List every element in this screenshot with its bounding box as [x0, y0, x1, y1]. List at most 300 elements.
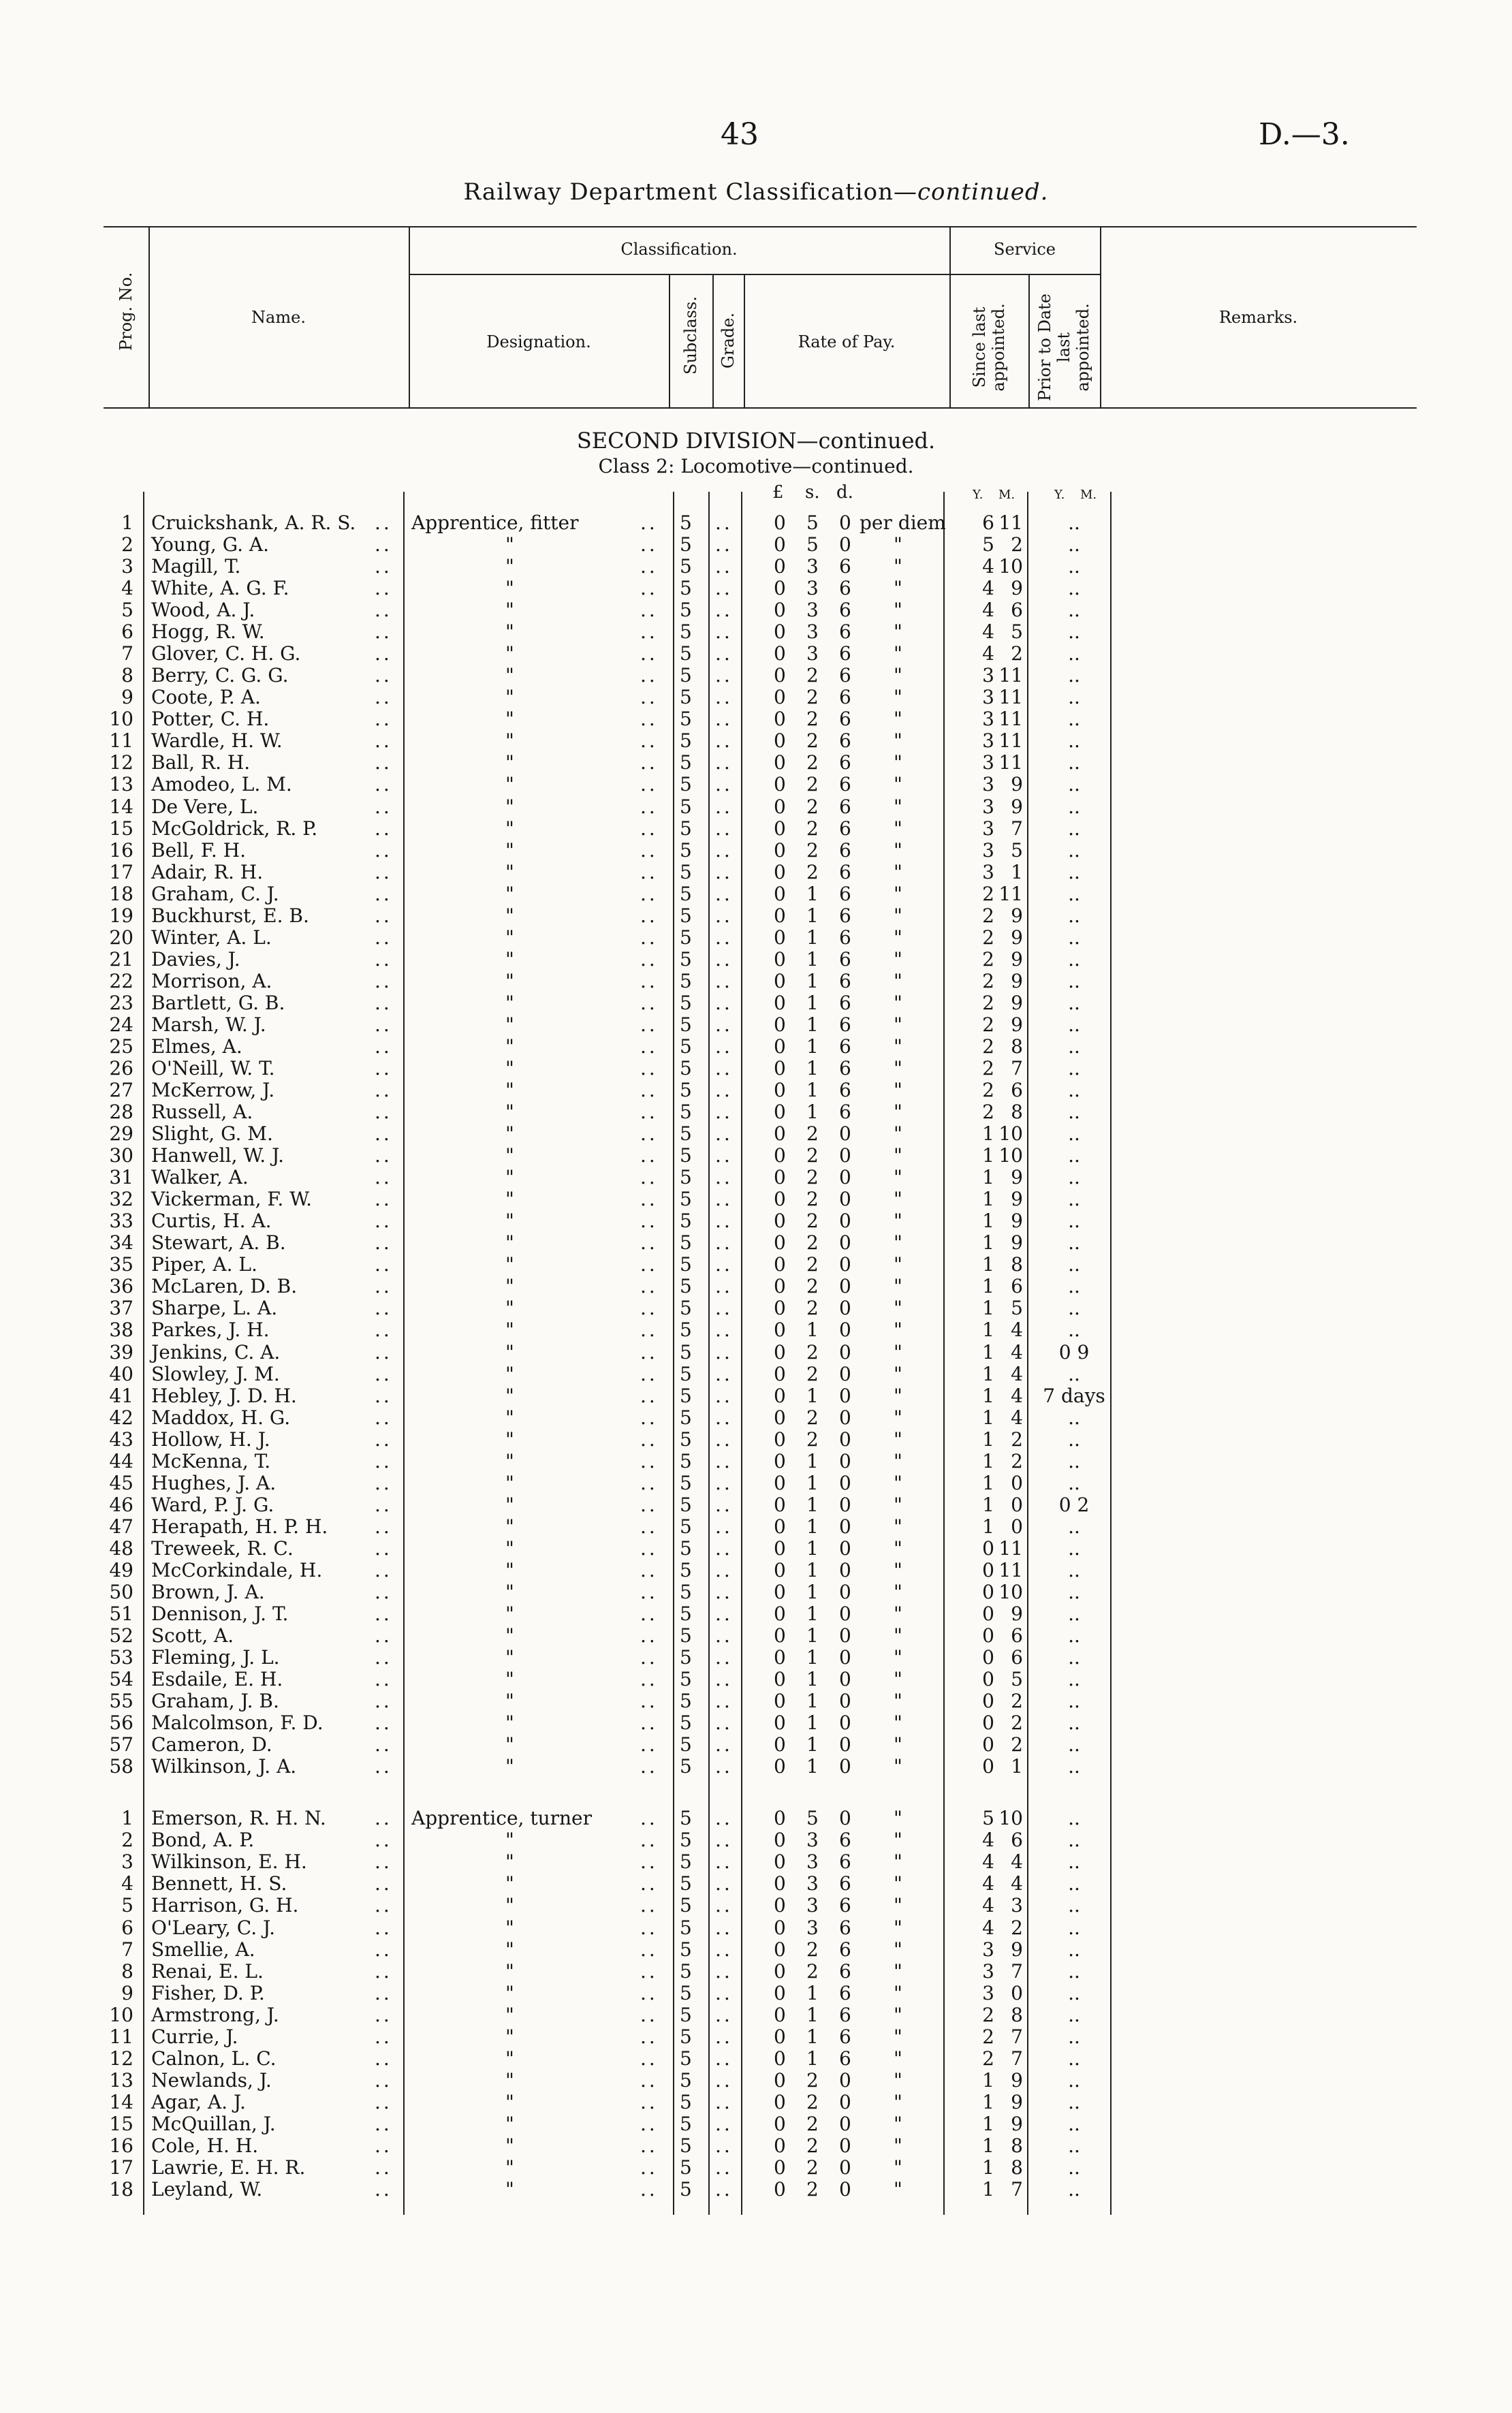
- prior-service-cell: ..: [1068, 1101, 1080, 1124]
- designation-cell: ": [505, 1362, 514, 1385]
- leader-dots: ..: [640, 1319, 658, 1342]
- pay-pence-cell: 6: [839, 1959, 851, 1983]
- leader-dots: ..: [715, 751, 733, 774]
- name-cell: Hogg, R. W.: [151, 620, 265, 644]
- since-months-cell: 11: [998, 511, 1023, 534]
- subclass-cell: 5: [680, 1013, 692, 1036]
- table-row: [0, 2004, 1512, 2026]
- leader-dots: ..: [375, 1122, 392, 1146]
- prior-service-cell: ..: [1068, 1603, 1080, 1625]
- leader-dots: ..: [375, 2090, 392, 2113]
- table-row: [0, 1734, 1512, 1756]
- pay-unit-cell: ": [894, 1981, 902, 2004]
- pay-shillings-cell: 2: [806, 2134, 819, 2157]
- pay-pence-cell: 0: [839, 2090, 851, 2113]
- since-months-cell: 4: [1011, 1850, 1023, 1874]
- since-months-cell: 9: [1011, 2068, 1023, 2092]
- prior-service-cell: 0 2: [1058, 1493, 1090, 1516]
- designation-cell: ": [505, 708, 514, 731]
- since-months-cell: 11: [998, 708, 1023, 731]
- pay-unit-cell: ": [894, 1449, 902, 1472]
- prior-service-cell: ..: [1068, 2090, 1080, 2113]
- designation-cell: ": [505, 1829, 514, 1852]
- pay-shillings-cell: 1: [806, 1733, 819, 1756]
- leader-dots: ..: [640, 1872, 658, 1895]
- pay-unit-cell: ": [894, 1340, 902, 1363]
- name-cell: Lawrie, E. H. R.: [151, 2156, 306, 2179]
- since-years-cell: 1: [982, 1297, 994, 1320]
- pay-pounds-cell: 0: [774, 795, 786, 818]
- leader-dots: ..: [715, 577, 733, 600]
- leader-dots: ..: [640, 969, 658, 992]
- leader-dots: ..: [640, 2112, 658, 2135]
- pay-unit-cell: ": [894, 1872, 902, 1895]
- leader-dots: ..: [640, 1013, 658, 1036]
- since-months-cell: 9: [1011, 773, 1023, 796]
- leader-dots: ..: [375, 1603, 392, 1625]
- table-row: [0, 1014, 1512, 1036]
- since-months-cell: 6: [1011, 1079, 1023, 1102]
- pay-shillings-cell: 3: [806, 1829, 819, 1852]
- designation-cell: ": [505, 1938, 514, 1961]
- leader-dots: ..: [375, 686, 392, 709]
- since-months-cell: 7: [1011, 2047, 1023, 2070]
- leader-dots: ..: [375, 511, 392, 534]
- leader-dots: ..: [715, 511, 733, 534]
- leader-dots: ..: [715, 1690, 733, 1713]
- leader-dots: ..: [640, 1428, 658, 1451]
- name-cell: O'Leary, C. J.: [151, 1916, 275, 1939]
- leader-dots: ..: [375, 1558, 392, 1581]
- pay-unit-cell: ": [894, 1035, 902, 1058]
- pay-pounds-cell: 0: [774, 2178, 786, 2201]
- pay-pounds-cell: 0: [774, 1515, 786, 1538]
- leader-dots: ..: [715, 1210, 733, 1233]
- prior-service-cell: ..: [1068, 664, 1080, 687]
- prog-no-cell: 55: [109, 1690, 133, 1713]
- table-row: [0, 1560, 1512, 1581]
- designation-cell: ": [505, 533, 514, 556]
- pay-unit-cell: ": [894, 620, 902, 644]
- name-cell: Hughes, J. A.: [151, 1471, 277, 1494]
- since-months-cell: 6: [1011, 1275, 1023, 1298]
- leader-dots: ..: [375, 926, 392, 949]
- pay-unit-cell: ": [894, 969, 902, 992]
- pay-pounds-cell: 0: [774, 773, 786, 796]
- since-years-cell: 2: [982, 969, 994, 992]
- since-months-cell: 7: [1011, 1959, 1023, 1983]
- since-months-cell: 2: [1011, 1733, 1023, 1756]
- subclass-cell: 5: [680, 1981, 692, 2004]
- since-months-cell: 9: [1011, 795, 1023, 818]
- designation-cell: ": [505, 1580, 514, 1603]
- name-cell: Wilkinson, J. A.: [151, 1755, 297, 1778]
- subclass-cell: 5: [680, 511, 692, 534]
- pay-pounds-cell: 0: [774, 1558, 786, 1581]
- since-years-cell: 1: [982, 1188, 994, 1211]
- pay-pence-cell: 0: [839, 2178, 851, 2201]
- subclass-cell: 5: [680, 1938, 692, 1961]
- designation-cell: ": [505, 620, 514, 644]
- table-row: [0, 534, 1512, 556]
- since-months-cell: 0: [1011, 1981, 1023, 2004]
- pay-unit-cell: ": [894, 1916, 902, 1939]
- header-since-last: Since last appointed.: [970, 303, 1008, 392]
- since-months-cell: 2: [1011, 1916, 1023, 1939]
- leader-dots: ..: [715, 1428, 733, 1451]
- leader-dots: ..: [640, 1807, 658, 1830]
- since-months-cell: 5: [1011, 838, 1023, 862]
- pay-unit-cell: ": [894, 817, 902, 840]
- since-months-cell: 4: [1011, 1362, 1023, 1385]
- pay-shillings-cell: 2: [806, 1340, 819, 1363]
- leader-dots: ..: [640, 1755, 658, 1778]
- pay-pounds-cell: 0: [774, 1894, 786, 1917]
- leader-dots: ..: [375, 664, 392, 687]
- pay-pounds-cell: 0: [774, 2047, 786, 2070]
- since-months-cell: 5: [1011, 1668, 1023, 1691]
- pay-unit-cell: ": [894, 947, 902, 971]
- since-years-cell: 2: [982, 904, 994, 927]
- pay-pence-cell: 6: [839, 2003, 851, 2026]
- since-years-cell: 1: [982, 1144, 994, 1167]
- pay-pounds-cell: 0: [774, 1231, 786, 1255]
- leader-dots: ..: [715, 1319, 733, 1342]
- leader-dots: ..: [375, 533, 392, 556]
- name-cell: Esdaile, E. H.: [151, 1668, 283, 1691]
- prog-no-cell: 2: [121, 533, 133, 556]
- designation-cell: ": [505, 817, 514, 840]
- leader-dots: ..: [715, 1938, 733, 1961]
- leader-dots: ..: [715, 1384, 733, 1407]
- subclass-cell: 5: [680, 1166, 692, 1189]
- designation-cell: ": [505, 1319, 514, 1342]
- prior-service-cell: ..: [1068, 729, 1080, 753]
- pay-shillings-cell: 1: [806, 1624, 819, 1647]
- pay-unit-cell: ": [894, 555, 902, 578]
- prior-service-cell: ..: [1068, 1406, 1080, 1429]
- leader-dots: ..: [715, 2003, 733, 2026]
- subclass-cell: 5: [680, 1188, 692, 1211]
- leader-dots: ..: [715, 2112, 733, 2135]
- pay-pounds-cell: 0: [774, 1807, 786, 1830]
- since-months-cell: 9: [1011, 1013, 1023, 1036]
- subclass-cell: 5: [680, 947, 692, 971]
- designation-cell: ": [505, 1035, 514, 1058]
- since-months-cell: 7: [1011, 2025, 1023, 2048]
- pay-shillings-cell: 5: [806, 533, 819, 556]
- name-cell: Walker, A.: [151, 1166, 249, 1189]
- pay-pounds-cell: 0: [774, 2112, 786, 2135]
- prog-no-cell: 13: [109, 2068, 133, 2092]
- pay-pence-cell: 6: [839, 795, 851, 818]
- pay-pounds-cell: 0: [774, 511, 786, 534]
- name-cell: Fleming, J. L.: [151, 1646, 280, 1669]
- designation-cell: ": [505, 1690, 514, 1713]
- pay-shillings-cell: 2: [806, 1428, 819, 1451]
- designation-cell: ": [505, 904, 514, 927]
- prog-no-cell: 2: [121, 1829, 133, 1852]
- since-years-cell: 1: [982, 1210, 994, 1233]
- pay-pounds-cell: 0: [774, 1406, 786, 1429]
- prior-service-cell: ..: [1068, 2112, 1080, 2135]
- since-years-cell: 2: [982, 2025, 994, 2048]
- pay-pence-cell: 0: [839, 1253, 851, 1276]
- leader-dots: ..: [375, 1938, 392, 1961]
- since-years-cell: 1: [982, 1515, 994, 1538]
- subclass-cell: 5: [680, 1449, 692, 1472]
- leader-dots: ..: [375, 1166, 392, 1189]
- leader-dots: ..: [375, 2068, 392, 2092]
- prog-no-cell: 43: [109, 1428, 133, 1451]
- prog-no-cell: 27: [109, 1079, 133, 1102]
- leader-dots: ..: [640, 1558, 658, 1581]
- leader-dots: ..: [640, 2134, 658, 2157]
- designation-cell: ": [505, 686, 514, 709]
- designation-cell: ": [505, 2156, 514, 2179]
- leader-dots: ..: [375, 1850, 392, 1874]
- pay-pounds-cell: 0: [774, 817, 786, 840]
- pay-pounds-cell: 0: [774, 1829, 786, 1852]
- pay-shillings-cell: 1: [806, 1319, 819, 1342]
- pay-shillings-cell: 2: [806, 838, 819, 862]
- leader-dots: ..: [640, 1938, 658, 1961]
- pay-unit-cell: ": [894, 642, 902, 665]
- name-cell: Elmes, A.: [151, 1035, 242, 1058]
- prog-no-cell: 39: [109, 1340, 133, 1363]
- since-months-cell: 9: [1011, 1188, 1023, 1211]
- pay-pence-cell: 0: [839, 2134, 851, 2157]
- pay-pence-cell: 6: [839, 664, 851, 687]
- prog-no-cell: 35: [109, 1253, 133, 1276]
- leader-dots: ..: [375, 599, 392, 622]
- since-years-cell: 0: [982, 1624, 994, 1647]
- designation-cell: ": [505, 2178, 514, 2201]
- subclass-cell: 5: [680, 1297, 692, 1320]
- prior-service-cell: ..: [1068, 904, 1080, 927]
- since-months-cell: 1: [1011, 1755, 1023, 1778]
- prior-service-cell: ..: [1068, 1471, 1080, 1494]
- prog-no-cell: 19: [109, 904, 133, 927]
- pay-shillings-cell: 2: [806, 817, 819, 840]
- subclass-cell: 5: [680, 904, 692, 927]
- leader-dots: ..: [375, 1210, 392, 1233]
- table-row: [0, 512, 1512, 534]
- leader-dots: ..: [640, 1894, 658, 1917]
- since-months-cell: 8: [1011, 1253, 1023, 1276]
- leader-dots: ..: [640, 1603, 658, 1625]
- name-cell: Davies, J.: [151, 947, 240, 971]
- header-subclass: Subclass.: [681, 296, 700, 375]
- leader-dots: ..: [640, 1850, 658, 1874]
- designation-cell: ": [505, 751, 514, 774]
- pay-unit-cell: ": [894, 2047, 902, 2070]
- prog-no-cell: 7: [121, 642, 133, 665]
- pay-shillings-cell: 3: [806, 1894, 819, 1917]
- leader-dots: ..: [715, 1807, 733, 1830]
- leader-dots: ..: [715, 1297, 733, 1320]
- prog-no-cell: 17: [109, 2156, 133, 2179]
- subclass-cell: 5: [680, 1894, 692, 1917]
- pay-shillings-cell: 1: [806, 947, 819, 971]
- pay-shillings-cell: 1: [806, 1057, 819, 1079]
- pay-shillings-cell: 2: [806, 2068, 819, 2092]
- designation-cell: ": [505, 1013, 514, 1036]
- leader-dots: ..: [715, 620, 733, 644]
- since-months-cell: 9: [1011, 926, 1023, 949]
- since-years-cell: 5: [982, 1807, 994, 1830]
- prior-service-cell: ..: [1068, 1166, 1080, 1189]
- since-years-cell: 1: [982, 1166, 994, 1189]
- subclass-cell: 5: [680, 1035, 692, 1058]
- name-cell: Cole, H. H.: [151, 2134, 259, 2157]
- since-years-cell: 3: [982, 773, 994, 796]
- pay-pence-cell: 6: [839, 577, 851, 600]
- subclass-cell: 5: [680, 1057, 692, 1079]
- subclass-cell: 5: [680, 533, 692, 556]
- pay-unit-cell: ": [894, 2134, 902, 2157]
- since-years-cell: 0: [982, 1733, 994, 1756]
- pay-shillings-cell: 1: [806, 1580, 819, 1603]
- since-years-cell: 4: [982, 1916, 994, 1939]
- table-row: [0, 1829, 1512, 1851]
- pay-pounds-cell: 0: [774, 1733, 786, 1756]
- prior-service-cell: ..: [1068, 1297, 1080, 1320]
- leader-dots: ..: [640, 1166, 658, 1189]
- table-row: [0, 708, 1512, 730]
- pay-shillings-cell: 5: [806, 1807, 819, 1830]
- designation-cell: ": [505, 1712, 514, 1735]
- table-row: [0, 1851, 1512, 1873]
- prior-service-cell: ..: [1068, 2178, 1080, 2201]
- leader-dots: ..: [715, 2134, 733, 2157]
- header-rate-of-pay: Rate of Pay.: [798, 332, 896, 351]
- subclass-cell: 5: [680, 2090, 692, 2113]
- subclass-cell: 5: [680, 2156, 692, 2179]
- prog-no-cell: 6: [121, 620, 133, 644]
- subclass-cell: 5: [680, 991, 692, 1014]
- subclass-cell: 5: [680, 620, 692, 644]
- designation-cell: ": [505, 773, 514, 796]
- subclass-cell: 5: [680, 1959, 692, 1983]
- pay-pounds-cell: 0: [774, 2025, 786, 2048]
- prior-service-cell: ..: [1068, 1079, 1080, 1102]
- leader-dots: ..: [640, 1144, 658, 1167]
- pay-shillings-cell: 3: [806, 1916, 819, 1939]
- since-years-cell: 4: [982, 1850, 994, 1874]
- pay-shillings-cell: 3: [806, 1850, 819, 1874]
- prog-no-cell: 4: [121, 1872, 133, 1895]
- prog-no-cell: 44: [109, 1449, 133, 1472]
- leader-dots: ..: [375, 1297, 392, 1320]
- pay-unit-cell: ": [894, 1603, 902, 1625]
- since-months-cell: 0: [1011, 1471, 1023, 1494]
- name-cell: White, A. G. F.: [151, 577, 289, 600]
- pay-pence-cell: 6: [839, 1013, 851, 1036]
- table-row: [0, 1756, 1512, 1778]
- unit-months: M.: [998, 488, 1015, 502]
- name-cell: Malcolmson, F. D.: [151, 1712, 324, 1735]
- designation-cell: ": [505, 642, 514, 665]
- table-row: [0, 1276, 1512, 1297]
- table-row: [0, 1319, 1512, 1341]
- subclass-cell: 5: [680, 1733, 692, 1756]
- leader-dots: ..: [715, 860, 733, 883]
- leader-dots: ..: [375, 2047, 392, 2070]
- leader-dots: ..: [375, 1916, 392, 1939]
- prog-no-cell: 12: [109, 751, 133, 774]
- since-months-cell: 8: [1011, 1101, 1023, 1124]
- table-row: [0, 2113, 1512, 2135]
- table-row: [0, 862, 1512, 883]
- pay-pounds-cell: 0: [774, 729, 786, 753]
- pay-pence-cell: 6: [839, 773, 851, 796]
- designation-cell: ": [505, 2112, 514, 2135]
- designation-cell: ": [505, 1449, 514, 1472]
- division-subtitle: Class 2: Locomotive—continued.: [598, 455, 914, 477]
- subclass-cell: 5: [680, 751, 692, 774]
- pay-shillings-cell: 2: [806, 1406, 819, 1429]
- subclass-cell: 5: [680, 2003, 692, 2026]
- leader-dots: ..: [375, 1894, 392, 1917]
- pay-pence-cell: 6: [839, 2047, 851, 2070]
- since-months-cell: 10: [998, 1580, 1023, 1603]
- pay-pence-cell: 0: [839, 1319, 851, 1342]
- leader-dots: ..: [640, 642, 658, 665]
- subclass-cell: 5: [680, 1471, 692, 1494]
- table-row: [0, 687, 1512, 708]
- leader-dots: ..: [375, 1188, 392, 1211]
- table-row: [0, 665, 1512, 687]
- subclass-cell: 5: [680, 795, 692, 818]
- leader-dots: ..: [375, 1406, 392, 1429]
- prog-no-cell: 5: [121, 1894, 133, 1917]
- leader-dots: ..: [640, 1122, 658, 1146]
- name-cell: Hollow, H. J.: [151, 1428, 270, 1451]
- name-cell: Scott, A.: [151, 1624, 234, 1647]
- leader-dots: ..: [640, 1646, 658, 1669]
- since-months-cell: 9: [1011, 1938, 1023, 1961]
- since-months-cell: 5: [1011, 620, 1023, 644]
- pay-pounds-cell: 0: [774, 1755, 786, 1778]
- pay-unit-cell: ": [894, 599, 902, 622]
- prog-no-cell: 16: [109, 2134, 133, 2157]
- leader-dots: ..: [715, 1712, 733, 1735]
- leader-dots: ..: [375, 2134, 392, 2157]
- name-cell: Bartlett, G. B.: [151, 991, 285, 1014]
- table-row: [0, 992, 1512, 1014]
- pay-pence-cell: 6: [839, 1057, 851, 1079]
- document-reference: D.—3.: [1259, 117, 1350, 152]
- pay-pounds-cell: 0: [774, 1319, 786, 1342]
- pay-shillings-cell: 2: [806, 1166, 819, 1189]
- pay-unit-cell: ": [894, 1733, 902, 1756]
- pay-shillings-cell: 3: [806, 555, 819, 578]
- pay-pounds-cell: 0: [774, 1188, 786, 1211]
- prog-no-cell: 17: [109, 860, 133, 883]
- prior-service-cell: ..: [1068, 1558, 1080, 1581]
- prior-service-cell: ..: [1068, 1362, 1080, 1385]
- prog-no-cell: 51: [109, 1603, 133, 1625]
- since-months-cell: 7: [1011, 2178, 1023, 2201]
- pay-pence-cell: 6: [839, 599, 851, 622]
- since-months-cell: 4: [1011, 1340, 1023, 1363]
- table-row: [0, 1690, 1512, 1712]
- pay-pounds-cell: 0: [774, 1449, 786, 1472]
- prog-no-cell: 28: [109, 1101, 133, 1124]
- leader-dots: ..: [640, 2003, 658, 2026]
- table-row: [0, 621, 1512, 643]
